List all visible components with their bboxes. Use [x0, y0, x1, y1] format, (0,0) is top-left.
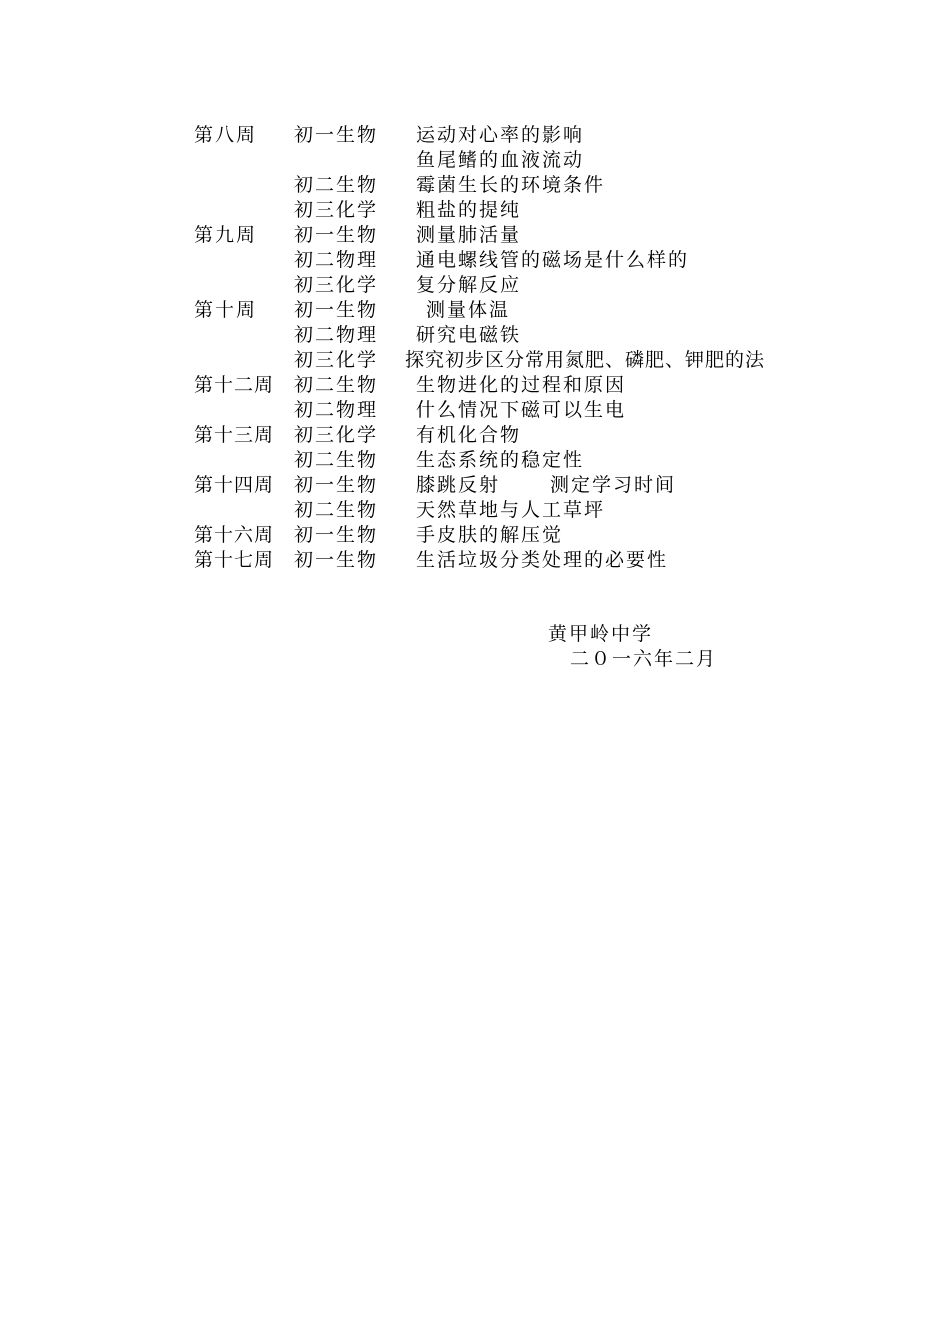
subject-label: 初二生物 [294, 449, 379, 471]
subject-label: 初一生物 [294, 474, 379, 496]
week-label: 第九周 [194, 224, 258, 246]
subject-label: 初二生物 [294, 174, 379, 196]
subject-label: 初二物理 [294, 249, 379, 271]
schedule-row [0, 548, 950, 573]
schedule-row [0, 123, 950, 148]
subject-label: 初一生物 [294, 549, 379, 571]
experiment-topic-second: 测定学习时间 [550, 474, 677, 496]
week-label: 第十二周 [194, 374, 275, 396]
week-label: 第十四周 [194, 474, 275, 496]
experiment-topic: 霉菌生长的环境条件 [416, 174, 606, 196]
experiment-topic: 探究初步区分常用氮肥、磷肥、钾肥的法 [405, 349, 766, 371]
experiment-topic: 运动对心率的影响 [416, 124, 585, 146]
experiment-topic: 测量肺活量 [416, 224, 522, 246]
experiment-topic: 膝跳反射 [416, 474, 501, 496]
schedule-row [0, 398, 950, 423]
experiment-topic: 复分解反应 [416, 274, 522, 296]
subject-label: 初一生物 [294, 524, 379, 546]
subject-label: 初一生物 [294, 299, 379, 321]
experiment-topic: 研究电磁铁 [416, 324, 522, 346]
schedule-row [0, 198, 950, 223]
week-label: 第十七周 [194, 549, 275, 571]
schedule-row [0, 298, 950, 323]
subject-label: 初三化学 [294, 349, 379, 371]
experiment-topic: 有机化合物 [416, 424, 522, 446]
experiment-topic: 生活垃圾分类处理的必要性 [416, 549, 669, 571]
experiment-topic: 测量体温 [426, 299, 511, 321]
schedule-row [0, 223, 950, 248]
week-label: 第十六周 [194, 524, 275, 546]
schedule-row [0, 473, 950, 498]
schedule-row [0, 523, 950, 548]
schedule-row [0, 273, 950, 298]
subject-label: 初二生物 [294, 374, 379, 396]
experiment-topic: 鱼尾鳍的血液流动 [416, 149, 585, 171]
document-date: 二０一六年二月 [570, 648, 718, 670]
schedule-row [0, 423, 950, 448]
schedule-row [0, 448, 950, 473]
experiment-topic: 生态系统的稳定性 [416, 449, 585, 471]
week-label: 第十三周 [194, 424, 275, 446]
experiment-topic: 粗盐的提纯 [416, 199, 522, 221]
experiment-topic: 什么情况下磁可以生电 [416, 399, 627, 421]
subject-label: 初二物理 [294, 324, 379, 346]
schedule-row [0, 348, 950, 373]
subject-label: 初一生物 [294, 224, 379, 246]
schedule-row [0, 248, 950, 273]
subject-label: 初三化学 [294, 199, 379, 221]
experiment-topic: 通电螺线管的磁场是什么样的 [416, 249, 690, 271]
school-name: 黄甲岭中学 [548, 623, 654, 645]
subject-label: 初三化学 [294, 424, 379, 446]
subject-label: 初二物理 [294, 399, 379, 421]
schedule-row [0, 173, 950, 198]
experiment-topic: 手皮肤的解压觉 [416, 524, 564, 546]
subject-label: 初三化学 [294, 274, 379, 296]
schedule-row [0, 323, 950, 348]
subject-label: 初二生物 [294, 499, 379, 521]
subject-label: 初一生物 [294, 124, 379, 146]
schedule-row [0, 498, 950, 523]
schedule-row [0, 148, 950, 173]
week-label: 第八周 [194, 124, 258, 146]
experiment-topic: 生物进化的过程和原因 [416, 374, 627, 396]
week-label: 第十周 [194, 299, 258, 321]
experiment-topic: 天然草地与人工草坪 [416, 499, 606, 521]
schedule-row [0, 373, 950, 398]
